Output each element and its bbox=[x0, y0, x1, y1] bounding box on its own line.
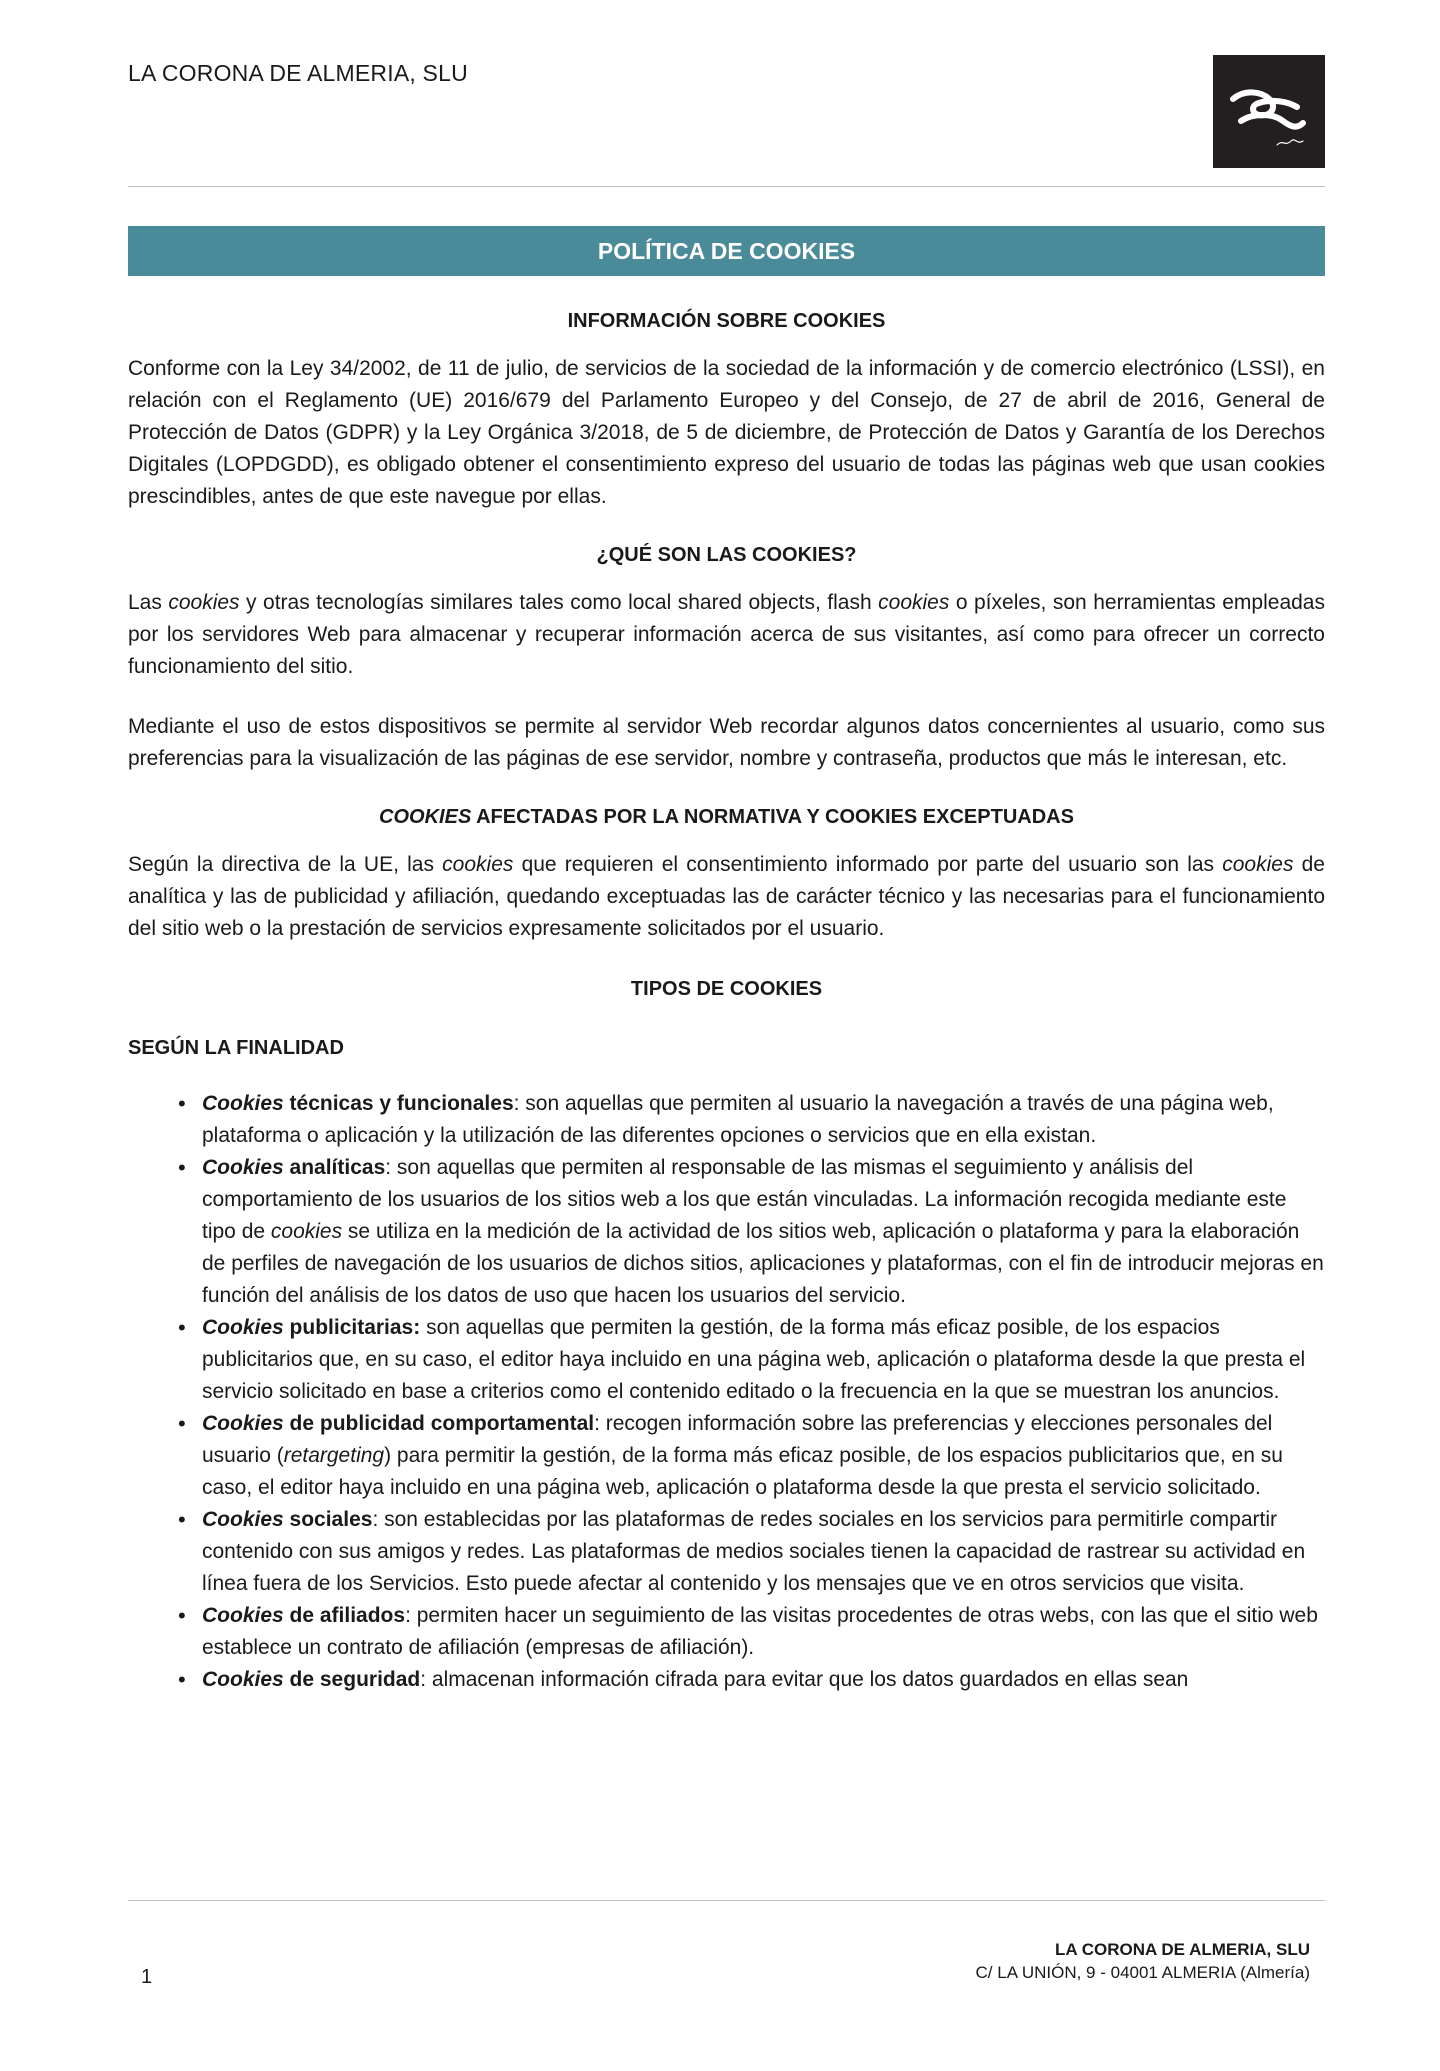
list-item: • Cookies técnicas y funcionales: son aquellas que permiten al usuario la navegación a través de una página web, plataforma o aplicación y la utilización de las diferentes opciones o servicios que en ella existan. bbox=[202, 1088, 1325, 1152]
list-item: • Cookies analíticas: son aquellas que permiten al responsable de las mismas el seguimiento y análisis del comportamiento de los usuarios de los sitios web a los que están vinculadas. La información recogida mediante este tipo de cookies se utiliza en la medición de la actividad de los sitios web, aplicación o plataforma y para la elaboración de perfiles de navegación de los usuarios de dichos sitios, aplicaciones y plataformas, con el fin de introducir mejoras en función del análisis de los datos de uso que hacen los usuarios del servicio. bbox=[202, 1152, 1325, 1312]
que-son-paragraph-1: Las cookies y otras tecnologías similares tales como local shared objects, flash cookies o píxeles, son herramientas empleadas por los servidores Web para almacenar y recuperar información acerca de sus visitantes, así como para ofrecer un correcto funcionamiento del sitio. bbox=[128, 591, 1325, 678]
tipos-heading: TIPOS DE COOKIES bbox=[630, 978, 823, 1000]
que-son-paragraph-2: Mediante el uso de estos dispositivos se permite al servidor Web recordar algunos datos concernientes al usuario, como sus preferencias para la visualización de las páginas de ese servidor, nombre y contraseña, productos que más le interesan, etc. bbox=[128, 715, 1325, 770]
cookie-types-list bbox=[128, 1088, 1325, 1696]
list-item: • Cookies de afiliados: permiten hacer un seguimiento de las visitas procedentes de otras webs, con las que el sitio web establece un contrato de afiliación (empresas de afiliación). bbox=[202, 1600, 1325, 1664]
page-number: 1 bbox=[141, 1966, 153, 1988]
afectadas-heading: COOKIES AFECTADAS POR LA NORMATIVA Y COOKIES EXCEPTUADAS bbox=[379, 806, 1074, 828]
footer-address: C/ LA UNIÓN, 9 - 04001 ALMERIA (Almería) bbox=[975, 1963, 1310, 1982]
info-paragraph: Conforme con la Ley 34/2002, de 11 de julio, de servicios de la sociedad de la información y de comercio electrónico (LSSI), en relación con el Reglamento (UE) 2016/679 del Parlamento Europeo y del Consejo, de 27 de abril de 2016, General de Protección de Datos (GDPR) y la Ley Orgánica 3/2018, de 5 de diciembre, de Protección de Datos y Garantía de los Derechos Digitales (LOPDGDD), es obligado obtener el consentimiento expreso del usuario de todas las páginas web que usan cookies prescindibles, antes de que este navegue por ellas. bbox=[128, 357, 1325, 508]
footer-company-name: LA CORONA DE ALMERIA, SLU bbox=[1055, 1940, 1310, 1959]
logo-mark-icon bbox=[1213, 55, 1325, 168]
list-item: • Cookies sociales: son establecidas por las plataformas de redes sociales en los servicios para permitirle compartir contenido con sus amigos y redes. Las plataformas de medios sociales tienen la capacidad de rastrear su actividad en línea fuera de los Servicios. Esto puede afectar al contenido y los mensajes que ve en otros servicios que visita. bbox=[202, 1504, 1325, 1600]
list-item: • Cookies de seguridad: almacenan información cifrada para evitar que los datos guardados en ellas sean bbox=[202, 1664, 1325, 1696]
list-item: • Cookies de publicidad comportamental: recogen información sobre las preferencias y elecciones personales del usuario (retargeting) para permitir la gestión, de la forma más eficaz posible, de los espacios publicitarios que, en su caso, el editor haya incluido en una página web, aplicación o plataforma desde la que presta el servicio solicitado. bbox=[202, 1408, 1325, 1504]
list-item: • Cookies publicitarias: son aquellas que permiten la gestión, de la forma más eficaz posible, de los espacios publicitarios que, en su caso, el editor haya incluido en una página web, aplicación o plataforma desde la que presta el servicio solicitado en base a criterios como el contenido editado o la frecuencia en la que se muestran los anuncios. bbox=[202, 1312, 1325, 1408]
document-body bbox=[128, 302, 1325, 1696]
info-heading: INFORMACIÓN SOBRE COOKIES bbox=[567, 310, 886, 332]
header-company-name: LA CORONA DE ALMERIA, SLU bbox=[128, 60, 468, 86]
que-son-heading: ¿QUÉ SON LAS COOKIES? bbox=[596, 544, 857, 566]
header-divider bbox=[128, 186, 1325, 187]
policy-title-banner: POLÍTICA DE COOKIES bbox=[128, 226, 1325, 276]
company-logo bbox=[1213, 55, 1325, 168]
footer-divider bbox=[128, 1900, 1325, 1901]
afectadas-paragraph: Según la directiva de la UE, las cookies que requieren el consentimiento informado por parte del usuario son las cookies de analítica y las de publicidad y afiliación, quedando exceptuadas las de carácter técnico y las necesarias para el funcionamiento del sitio web o la prestación de servicios expresamente solicitados por el usuario. bbox=[128, 853, 1325, 940]
finalidad-heading: SEGÚN LA FINALIDAD bbox=[128, 1037, 344, 1059]
